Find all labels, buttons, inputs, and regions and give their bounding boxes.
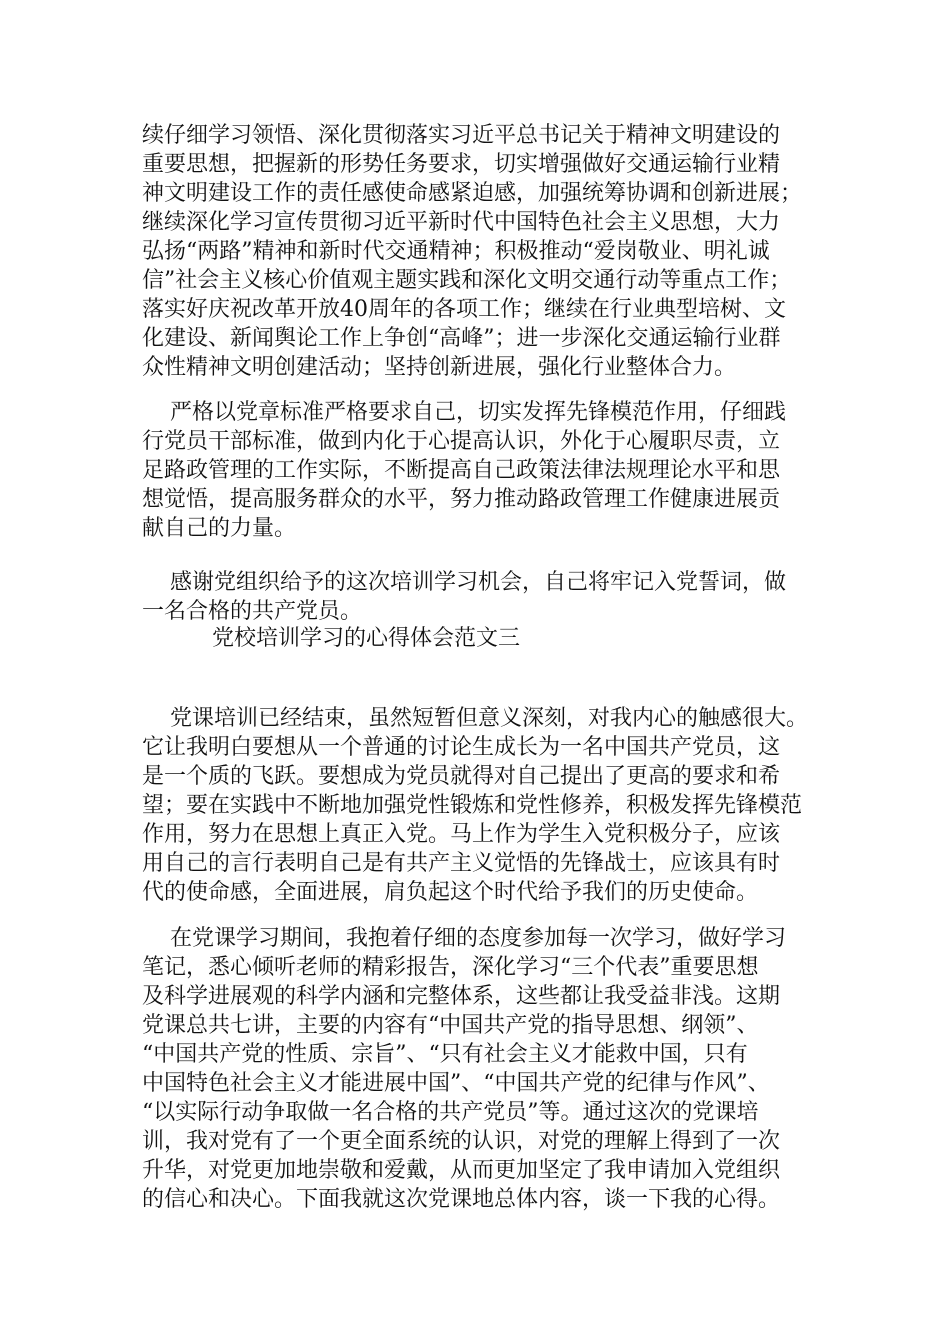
text-line: 的信心和决心。下面我就这次党课地总体内容，谈一下我的心得。	[142, 1187, 781, 1212]
text-line: 弘扬“两路”精神和新时代交通精神；积极推动“爱岗敬业、明礼诚	[142, 239, 770, 264]
text-line: 想觉悟，提高服务群众的水平，努力推动路政管理工作健康进展贡	[142, 487, 781, 512]
paragraph-4	[142, 704, 832, 907]
text-line: 严格以党章标准严格要求自己，切实发挥先锋模范作用，仔细践	[170, 400, 787, 425]
text-line: 献自己的力量。	[142, 516, 297, 541]
text-line: 用自己的言行表明自己是有共产主义觉悟的先锋战士，应该具有时	[142, 851, 781, 876]
text-line: 升华，对党更加地崇敬和爱戴，从而更加坚定了我申请加入党组织	[142, 1158, 781, 1183]
paragraph-5	[142, 924, 832, 1214]
text-line: 党课培训已经结束，虽然短暂但意义深刻，对我内心的触感很大。	[170, 706, 809, 731]
text-line: 继续深化学习宣传贯彻习近平新时代中国特色社会主义思想，大力	[142, 210, 781, 235]
text-line: 它让我明白要想从一个普通的讨论生成长为一名中国共产党员，这	[142, 735, 781, 760]
text-line: 化建设、新闻舆论工作上争创“高峰”；进一步深化交通运输行业群	[142, 326, 781, 351]
paragraph-2	[142, 398, 832, 543]
text-line: 是一个质的飞跃。要想成为党员就得对自己提出了更高的要求和希	[142, 764, 781, 789]
text-line: “以实际行动争取做一名合格的共产党员”等。通过这次的党课培	[142, 1100, 759, 1125]
paragraph-3	[142, 568, 832, 626]
text-line: 笔记，悉心倾听老师的精彩报告，深化学习“三个代表”重要思想	[142, 955, 759, 980]
text-line: 训，我对党有了一个更全面系统的认识，对党的理解上得到了一次	[142, 1129, 781, 1154]
text-line: 在党课学习期间，我抱着仔细的态度参加每一次学习，做好学习	[170, 926, 787, 951]
text-line: 落实好庆祝改革开放40周年的各项工作；继续在行业典型培树、文	[142, 297, 786, 322]
text-line: 行党员干部标准，做到内化于心提高认识，外化于心履职尽责，立	[142, 429, 781, 454]
text-line: 中国特色社会主义才能进展中国”、“中国共产党的纪律与作风”、	[142, 1071, 770, 1096]
section-heading: 党校培训学习的心得体会范文三	[212, 626, 521, 651]
text-line: 足路政管理的工作实际，不断提高自己政策法律法规理论水平和思	[142, 458, 781, 483]
text-line: 党课总共七讲，主要的内容有“中国共产党的指导思想、纲领”、	[142, 1013, 759, 1038]
text-line: 信”社会主义核心价值观主题实践和深化文明交通行动等重点工作；	[142, 268, 792, 293]
text-line: 众性精神文明创建活动；坚持创新进展，强化行业整体合力。	[142, 355, 737, 380]
paragraph-1	[142, 121, 832, 382]
text-line: 代的使命感，全面进展，肩负起这个时代给予我们的历史使命。	[142, 880, 759, 905]
text-line: 感谢党组织给予的这次培训学习机会，自己将牢记入党誓词，做	[170, 570, 787, 595]
text-line: 一名合格的共产党员。	[142, 599, 363, 624]
text-line: 望；要在实践中不断地加强党性锻炼和党性修养，积极发挥先锋模范	[142, 793, 803, 818]
text-line: 作用，努力在思想上真正入党。马上作为学生入党积极分子，应该	[142, 822, 781, 847]
text-line: 神文明建设工作的责任感使命感紧迫感，加强统筹协调和创新进展；	[142, 181, 803, 206]
text-line: 及科学进展观的科学内涵和完整体系，这些都让我受益非浅。这期	[142, 984, 781, 1009]
text-line: 续仔细学习领悟、深化贯彻落实习近平总书记关于精神文明建设的	[142, 123, 781, 148]
text-line: 重要思想，把握新的形势任务要求，切实增强做好交通运输行业精	[142, 152, 781, 177]
text-line: “中国共产党的性质、宗旨”、“只有社会主义才能救中国，只有	[142, 1042, 748, 1067]
